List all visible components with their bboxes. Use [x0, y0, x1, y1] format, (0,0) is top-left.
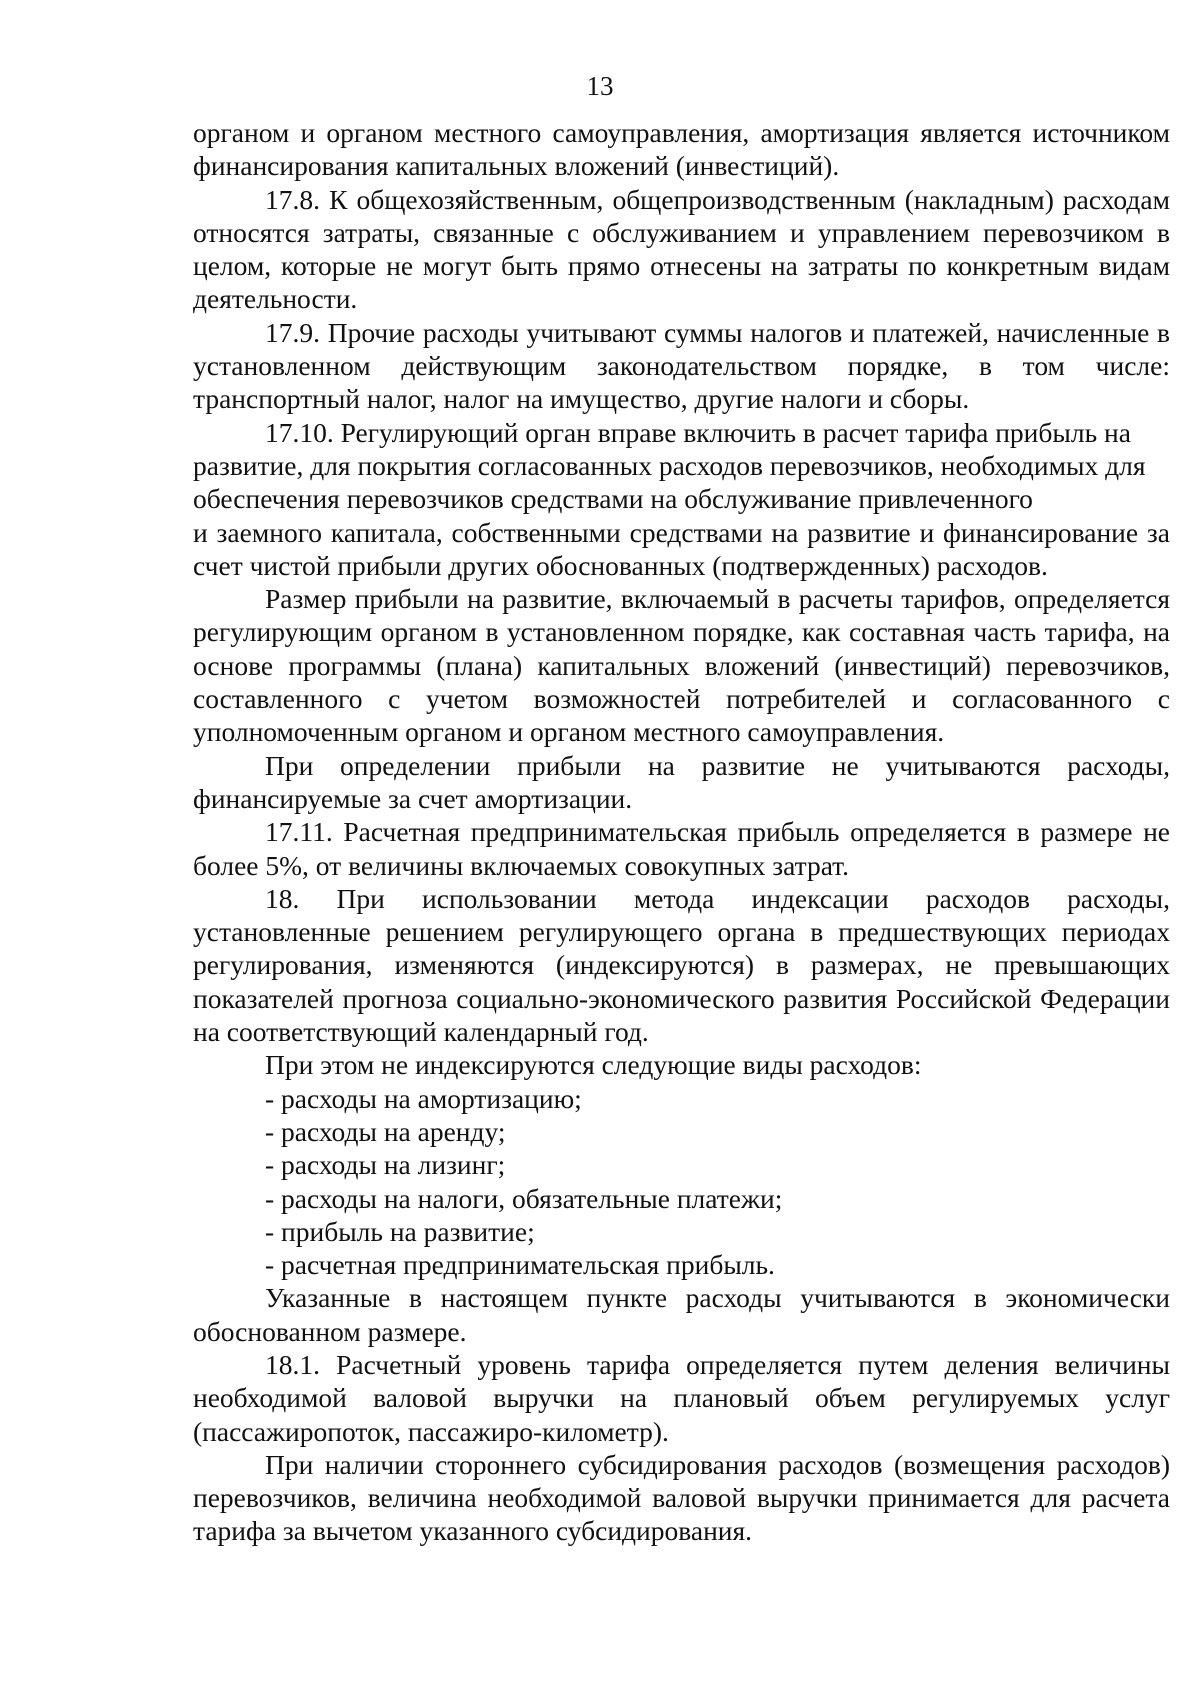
paragraph-17-8: 17.8. К общехозяйственным, общепроизводственным (накладным) расходам относятся затраты, связанные с обслуживанием и управлением перевозчиком в целом, которые не могут быть прямо отнесены на затраты по конкретным видам деятельности.: [193, 183, 1170, 315]
paragraph-development-profit: Размер прибыли на развитие, включаемый в расчеты тарифов, определяется регулирующим органом в установленном порядке, как составная часть тарифа, на основе программы (плана) капитальных вложений (инвестиций) перевозчиков, составленного с учетом возможностей потребителей и согласованного с уполномоченным органом и органом местного самоуправления.: [193, 583, 1170, 748]
paragraph-17-10-continued: и заемного капитала, собственными средствами на развитие и финансирование за счет чистой прибыли других обоснованных (подтвержденных) расходов.: [193, 516, 1170, 581]
document-body: [193, 116, 1170, 1548]
paragraph-17-9: 17.9. Прочие расходы учитывают суммы налогов и платежей, начисленные в установленном действующим законодательством порядке, в том числе: транспортный налог, налог на имущество, другие налоги и сборы.: [193, 316, 1170, 415]
list-item: - расчетная предпринимательская прибыль.: [265, 1249, 775, 1281]
paragraph-amortization-note: При определении прибыли на развитие не учитываются расходы, финансируемые за счет амортизации.: [193, 749, 1170, 814]
list-item: - расходы на лизинг;: [265, 1149, 506, 1181]
paragraph-18: 18. При использовании метода индексации расходов расходы, установленные решением регулирующего органа в предшествующих периодах регулирования, изменяются (индексируются) в размерах, не превышающих показателей прогноза социально-экономического развития Российской Федерации на соответствующий календарный год.: [193, 882, 1170, 1048]
paragraph-not-indexed-intro: При этом не индексируются следующие виды расходов:: [265, 1049, 922, 1081]
paragraph-17-10: 17.10. Регулирующий орган вправе включить в расчет тарифа прибыль на развитие, для покрытия согласованных расходов перевозчиков, необходимых для обеспечения перевозчиков средствами на обслуживание привлеченного: [193, 416, 1146, 515]
paragraph-18-1: 18.1. Расчетный уровень тарифа определяется путем деления величины необходимой валовой выручки на плановый объем регулируемых услуг (пассажиропоток, пассажиро-километр).: [193, 1348, 1170, 1447]
list-item: - расходы на амортизацию;: [265, 1082, 582, 1114]
list-item: - расходы на аренду;: [265, 1115, 506, 1147]
paragraph-economic-basis: Указанные в настоящем пункте расходы учитываются в экономически обоснованном размере.: [193, 1282, 1170, 1347]
page-number: 13: [586, 71, 614, 101]
paragraph-subsidy: При наличии стороннего субсидирования расходов (возмещения расходов) перевозчиков, величина необходимой валовой выручки принимается для расчета тарифа за вычетом указанного субсидирования.: [193, 1448, 1170, 1547]
paragraph-continuation: органом и органом местного самоуправления, амортизация является источником финансирования капитальных вложений (инвестиций).: [193, 117, 1170, 182]
list-item: - прибыль на развитие;: [265, 1215, 535, 1247]
list-item: - расходы на налоги, обязательные платежи;: [265, 1182, 783, 1214]
paragraph-17-11: 17.11. Расчетная предпринимательская прибыль определяется в размере не более 5%, от величины включаемых совокупных затрат.: [193, 816, 1170, 881]
